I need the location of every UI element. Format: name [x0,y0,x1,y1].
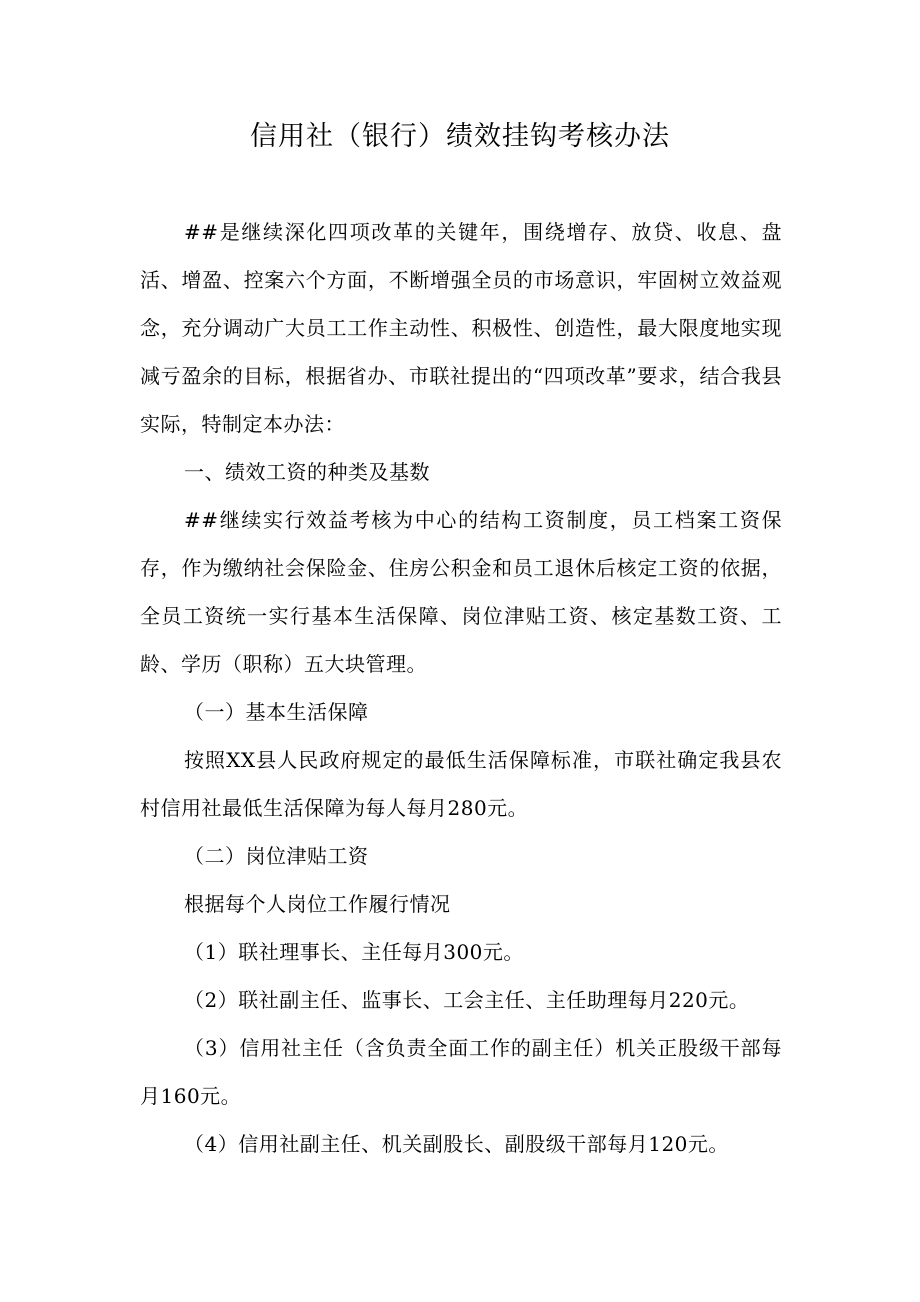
list-item-4: （4）信用社副主任、机关副股长、副股级干部每月120元。 [184,1132,729,1156]
document-body [140,208,782,1168]
subsection-heading-basic-living: （一）基本生活保障 [184,700,369,724]
list-item-1: （1）联社理事长、主任每月300元。 [184,940,524,964]
list-item-2: （2）联社副主任、监事长、工会主任、主任助理每月220元。 [184,988,750,1012]
paragraph-intro: ##是继续深化四项改革的关键年，围绕增存、放贷、收息、盘活、增盈、控案六个方面，不断增强全员的市场意识，牢固树立效益观念，充分调动广大员工工作主动性、积极性、创造性，最大限度地实现减亏盈余的目标，根据省办、市联社提出的“四项改革”要求，结合我县实际，特制定本办法： [140,220,782,436]
paragraph-basic-living: 按照XX县人民政府规定的最低生活保障标准，市联社确定我县农村信用社最低生活保障为每人每月280元。 [140,748,782,820]
document-title: 信用社（银行）绩效挂钩考核办法 [250,121,670,152]
subsection-heading-post-allowance: （二）岗位津贴工资 [184,844,369,868]
paragraph-post-allowance-intro: 根据每个人岗位工作履行情况 [184,892,451,916]
section-heading-1: 一、绩效工资的种类及基数 [184,460,430,484]
paragraph-salary-structure: ##继续实行效益考核为中心的结构工资制度，员工档案工资保存，作为缴纳社会保险金、住房公积金和员工退休后核定工资的依据，全员工资统一实行基本生活保障、岗位津贴工资、核定基数工资、工龄、学历（职称）五大块管理。 [140,508,782,676]
list-item-3: （3）信用社主任（含负责全面工作的副主任）机关正股级干部每月160元。 [140,1036,782,1108]
